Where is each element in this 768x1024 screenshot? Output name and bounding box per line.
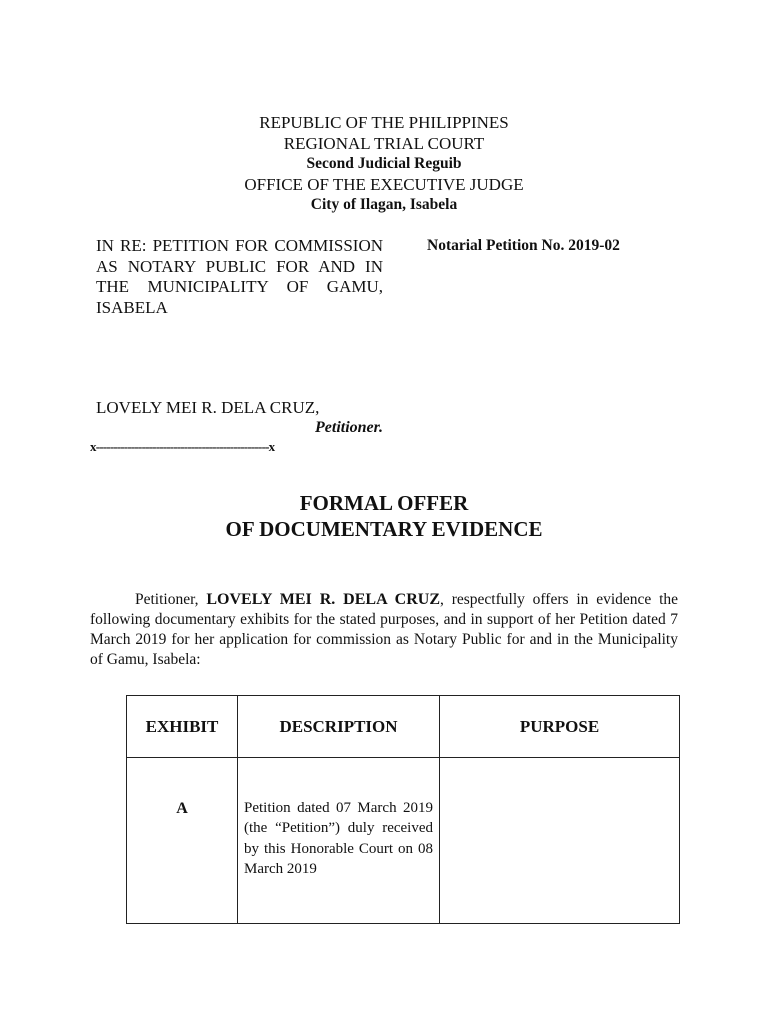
exhibits-table (126, 695, 680, 924)
header-office: OFFICE OF THE EXECUTIVE JUDGE (244, 174, 524, 194)
header-republic: REPUBLIC OF THE PHILIPPINES (259, 113, 509, 132)
table-row (127, 758, 680, 924)
title-line-2: OF DOCUMENTARY EVIDENCE (225, 517, 543, 541)
body-paragraph (90, 590, 678, 671)
header-description: DESCRIPTION (238, 696, 440, 758)
case-caption-in-re: IN RE: PETITION FOR COMMISSION AS NOTARY PUBLIC FOR AND IN THE MUNICIPALITY OF GAMU, ISABELA (96, 236, 383, 317)
caption-separator: x-------------------------------------------------x (90, 439, 275, 454)
court-header (0, 113, 768, 216)
body-text: , respectfully offers in evidence the following documentary exhibits for the stated purposes, and in support of her Petition dated 7 March 2019 for her application for commission as Notary Public for and in the Municipality of Gamu, Isabela: (90, 590, 679, 669)
header-court: REGIONAL TRIAL COURT (283, 133, 485, 153)
body-petitioner-name: LOVELY MEI R. DELA CRUZ (206, 590, 441, 608)
header-exhibit: EXHIBIT (127, 696, 238, 758)
header-city: City of Ilagan, Isabela (310, 196, 458, 213)
cell-exhibit: A (127, 758, 238, 924)
header-purpose: PURPOSE (440, 696, 680, 758)
header-region: Second Judicial Reguib (306, 155, 462, 172)
petitioner-role: Petitioner. (315, 419, 383, 436)
body-intro: Petitioner, (135, 590, 199, 608)
table-header-row (127, 696, 680, 758)
document-title (0, 490, 768, 542)
case-number: Notarial Petition No. 2019-02 (427, 237, 620, 254)
cell-description: Petition dated 07 March 2019 (the “Petition”) duly received by this Honorable Court on 08 March 2019 (238, 758, 440, 924)
petitioner-name: LOVELY MEI R. DELA CRUZ, (96, 398, 320, 417)
title-line-1: FORMAL OFFER (299, 491, 469, 515)
cell-purpose (440, 758, 680, 924)
